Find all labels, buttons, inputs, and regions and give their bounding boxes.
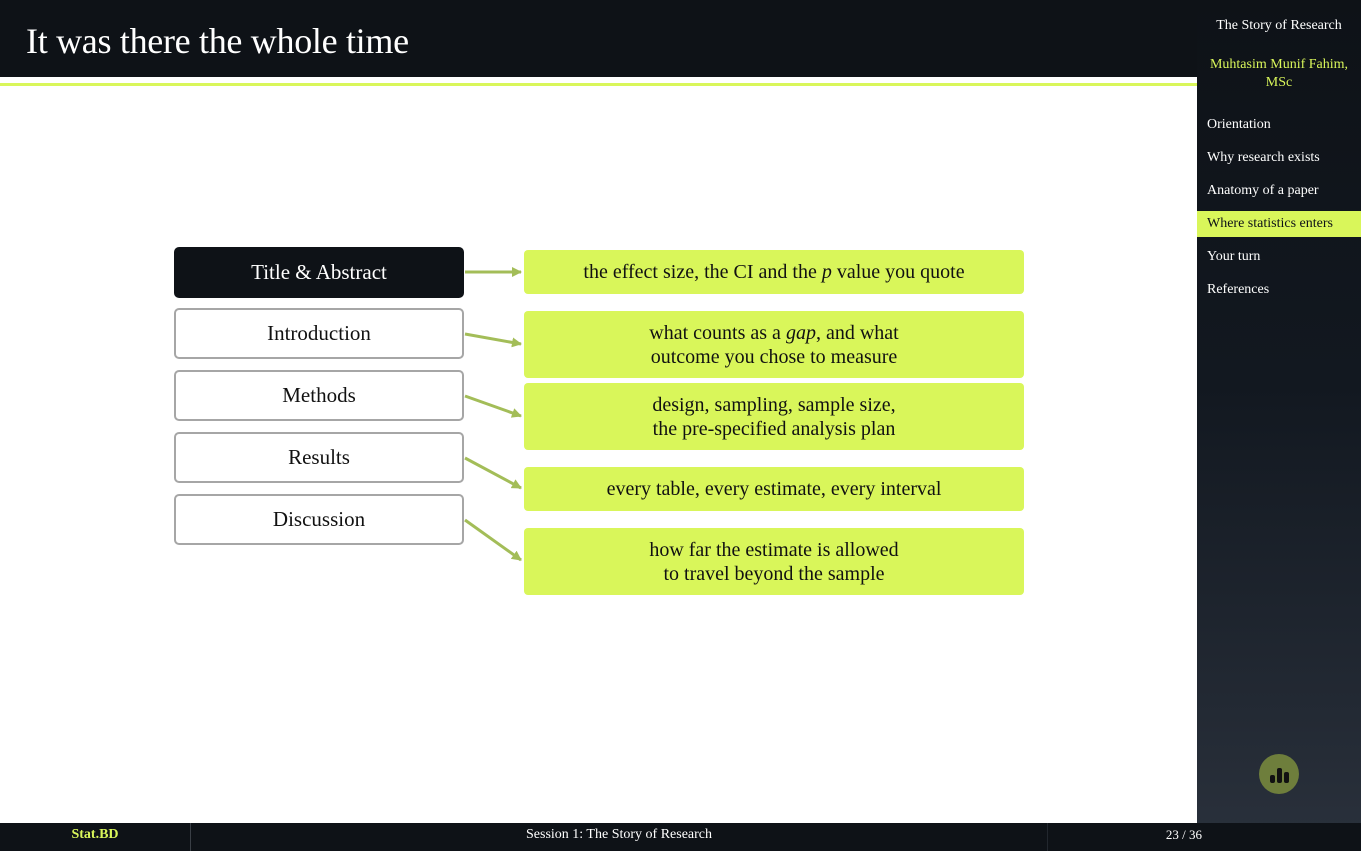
- section-label: Introduction: [267, 321, 371, 345]
- desc-box-discussion: [524, 528, 1024, 595]
- desc-text: the effect size, the CI and the p value you quote: [583, 261, 965, 283]
- arrow-introduction: [465, 334, 521, 344]
- arrow-discussion: [465, 520, 521, 560]
- section-label: Discussion: [272, 507, 366, 531]
- sidebar-item-references[interactable]: References: [1207, 282, 1270, 297]
- slide-title: It was there the whole time: [26, 21, 409, 61]
- arrow-results: [465, 458, 521, 488]
- desc-text: how far the estimate is allowed to travel beyond the sample: [649, 538, 899, 585]
- sidebar: [1197, 0, 1361, 851]
- sidebar-nav: [1197, 112, 1361, 310]
- desc-text: every table, every estimate, every interval: [606, 478, 942, 500]
- arrow-methods: [465, 396, 521, 416]
- sidebar-item-why-research-exists[interactable]: Why research exists: [1207, 150, 1320, 165]
- section-label: Methods: [282, 383, 356, 407]
- desc-box-title-abstract: [524, 250, 1024, 294]
- section-label: Title & Abstract: [251, 260, 387, 284]
- sidebar-item-your-turn[interactable]: Your turn: [1207, 249, 1261, 264]
- desc-box-introduction: [524, 311, 1024, 378]
- footer-brand: Stat.BD: [0, 823, 191, 851]
- footer-page-number: 23 / 36: [1165, 827, 1202, 842]
- sidebar-item-anatomy-of-a-paper[interactable]: Anatomy of a paper: [1207, 183, 1319, 198]
- footer: [0, 823, 1361, 851]
- desc-box-methods: [524, 383, 1024, 450]
- bar-chart-icon: [1259, 754, 1299, 794]
- sidebar-presentation-title[interactable]: The Story of Research: [1216, 18, 1342, 33]
- desc-text: design, sampling, sample size, the pre-specified analysis plan: [652, 393, 896, 440]
- sidebar-author: Muhtasim Munif Fahim, MSc: [1209, 57, 1349, 90]
- sidebar-item-where-statistics-enters[interactable]: Where statistics enters: [1197, 211, 1361, 237]
- footer-session-title: Session 1: The Story of Research: [191, 823, 1048, 851]
- desc-box-results: [524, 467, 1024, 511]
- section-label: Results: [288, 445, 350, 469]
- sidebar-item-orientation[interactable]: Orientation: [1207, 117, 1271, 132]
- desc-text: what counts as a gap, and what outcome you chose to measure: [649, 321, 899, 368]
